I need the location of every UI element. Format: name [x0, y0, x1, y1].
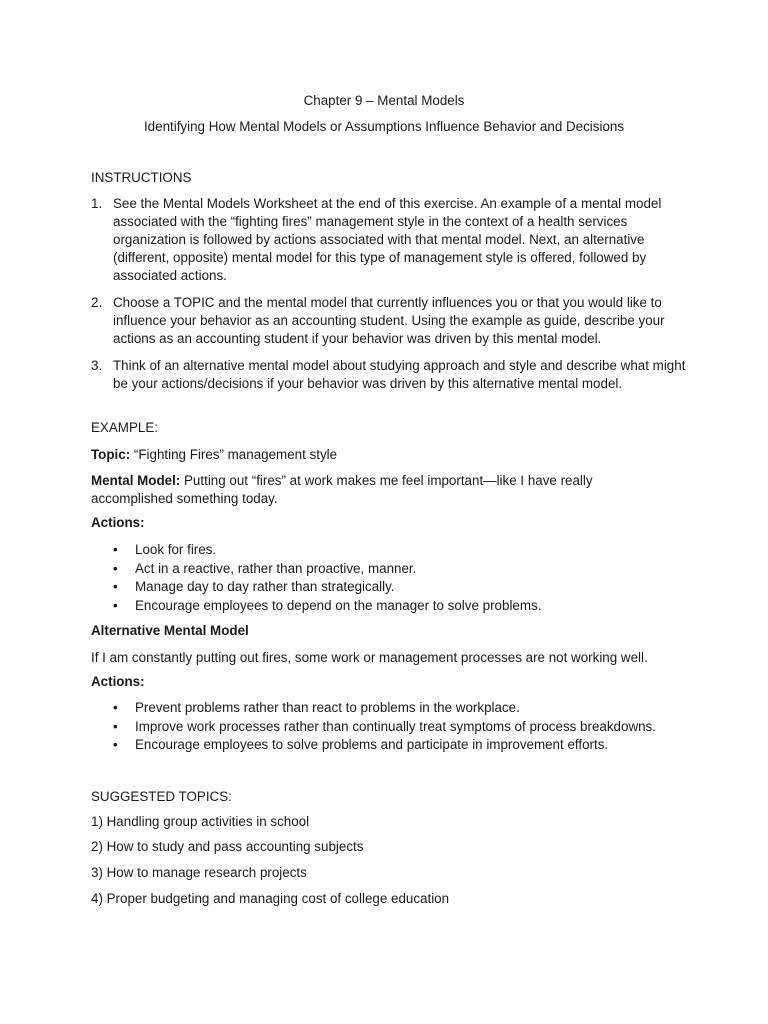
instruction-number: 1. — [91, 196, 103, 211]
instruction-number: 3. — [91, 358, 103, 373]
suggested-topic: 1) Handling group activities in school — [91, 814, 310, 829]
instruction-item — [91, 357, 691, 393]
alt-model-label: Alternative Mental Model — [91, 623, 249, 638]
actions-label: Actions: — [91, 515, 145, 530]
mental-model-line — [91, 472, 631, 508]
list-item: • Manage day to day rather than strategically. — [113, 578, 541, 597]
list-item: • Improve work processes rather than continually treat symptoms of process breakdowns. — [113, 718, 656, 737]
instruction-number: 2. — [91, 295, 103, 310]
instruction-item — [91, 195, 691, 285]
suggested-topic: 4) Proper budgeting and managing cost of college education — [91, 891, 450, 906]
page-subtitle: Identifying How Mental Models or Assumptions Influence Behavior and Decisions — [143, 119, 625, 134]
suggested-topic: 2) How to study and pass accounting subjects — [91, 839, 364, 854]
list-item: • Prevent problems rather than react to problems in the workplace. — [113, 699, 656, 718]
alt-actions-list — [113, 699, 656, 755]
mental-model-label: Mental Model: — [91, 473, 181, 488]
instruction-text: See the Mental Models Worksheet at the end of this exercise. An example of a mental model associated with the “fighting fires” management style in the context of a health services organization is followed by actions associated with that mental model. Next, an alternative (different, opposite) mental model for this type of management style is offered, followed by associated actions. — [113, 196, 662, 283]
instructions-heading: INSTRUCTIONS — [91, 170, 192, 185]
mental-model-text: Putting out “fires” at work makes me feel important—like I have really accomplished something today. — [91, 473, 593, 506]
actions-list — [113, 541, 541, 615]
alt-actions-heading — [91, 674, 145, 689]
topic-label: Topic: — [91, 447, 131, 462]
instruction-item — [91, 294, 691, 348]
suggested-heading: SUGGESTED TOPICS: — [91, 789, 232, 804]
instruction-text: Think of an alternative mental model about studying approach and style and describe what might be your actions/decisions if your behavior was driven by this alternative mental model. — [113, 358, 686, 391]
page-title: Chapter 9 – Mental Models — [303, 93, 465, 108]
instructions-list — [91, 195, 691, 402]
list-item: • Look for fires. — [113, 541, 541, 560]
list-item: • Encourage employees to depend on the manager to solve problems. — [113, 597, 541, 616]
topic-line — [91, 446, 651, 464]
instruction-text: Choose a TOPIC and the mental model that currently influences you or that you would like to influence your behavior as an accounting student. Using the example as guide, describe your actions as an accounting student if your behavior was driven by this mental model. — [113, 295, 665, 346]
alt-model-text: If I am constantly putting out fires, some work or management processes are not working well. — [91, 650, 648, 665]
actions-heading — [91, 515, 145, 530]
list-item: • Act in a reactive, rather than proactive, manner. — [113, 560, 541, 579]
example-heading: EXAMPLE: — [91, 420, 158, 435]
topic-text: “Fighting Fires” management style — [130, 447, 338, 462]
alt-actions-label: Actions: — [91, 674, 145, 689]
alt-model-heading — [91, 623, 249, 638]
list-item: • Encourage employees to solve problems and participate in improvement efforts. — [113, 736, 656, 755]
suggested-topic: 3) How to manage research projects — [91, 865, 307, 880]
